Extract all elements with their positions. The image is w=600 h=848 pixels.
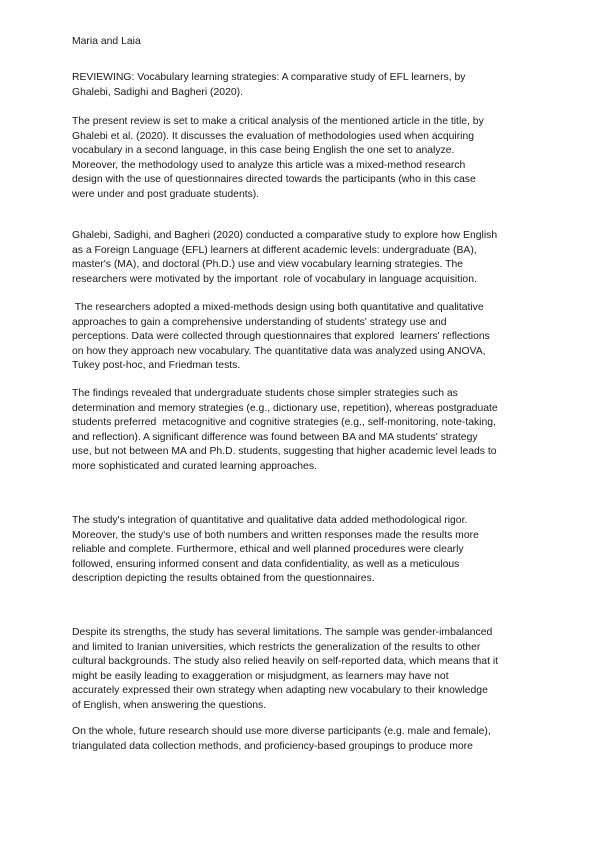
text-line: Ghalebi, Sadighi, and Bagheri (2020) conducted a comparative study to explore how English: [72, 230, 498, 241]
text-line: researchers were motivated by the important role of vocabulary in language acquisition.: [72, 273, 477, 285]
text-line: reliable and complete. Furthermore, ethical and well planned procedures were clearly: [72, 544, 464, 556]
author-text: Maria and Laia: [72, 36, 141, 47]
review-title: [72, 71, 552, 100]
paragraph-future-research: [72, 725, 552, 754]
text-line: The researchers adopted a mixed-methods design using both quantitative and qualitative: [72, 302, 484, 313]
title-line: Ghalebi, Sadighi and Bagheri (2020).: [72, 86, 243, 98]
text-line: might be easily leading to exaggeration or misjudgment, as learners may have not: [72, 670, 449, 682]
text-line: vocabulary in a second language, in this case being English the one set to analyze.: [72, 145, 455, 157]
text-line: description depicting the results obtained from the questionnaires.: [72, 573, 375, 585]
text-line: on how they approach new vocabulary. The quantitative data was analyzed using ANOVA,: [72, 345, 486, 357]
text-line: Moreover, the study's use of both numbers and written responses made the results more: [72, 529, 479, 541]
title-line: REVIEWING: Vocabulary learning strategies: A comparative study of EFL learners, by: [72, 72, 466, 83]
text-line: Despite its strengths, the study has several limitations. The sample was gender-imbalanced: [72, 627, 493, 638]
paragraph-findings: [72, 387, 552, 475]
text-line: determination and memory strategies (e.g., dictionary use, repetition), whereas postgraduate: [72, 402, 498, 414]
paragraph-summary: [72, 229, 552, 287]
text-line: accurately expressed their own strategy when adapting new vocabulary to their knowledge: [72, 685, 488, 697]
text-line: of English, when answering the questions.: [72, 699, 267, 711]
text-line: The present review is set to make a critical analysis of the mentioned article in the title, by: [72, 116, 484, 127]
text-line: triangulated data collection methods, and proficiency-based groupings to produce more: [72, 740, 473, 752]
text-line: followed, ensuring informed consent and data confidentiality, as well as a meticulous: [72, 558, 460, 570]
text-line: as a Foreign Language (EFL) learners at different academic levels: undergraduate (BA),: [72, 244, 477, 256]
text-line: design with the use of questionnaires directed towards the participants (who in this case: [72, 174, 476, 186]
text-line: more sophisticated and curated learning approaches.: [72, 460, 317, 472]
text-line: Tukey post-hoc, and Friedman tests.: [72, 360, 241, 372]
text-line: and limited to Iranian universities, which restricts the generalization of the results to other: [72, 641, 481, 653]
text-line: use, but not between MA and Ph.D. students, suggesting that higher academic level leads to: [72, 446, 497, 458]
text-line: cultural backgrounds. The study also relied heavily on self-reported data, which means that it: [72, 656, 499, 668]
text-line: perceptions. Data were collected through questionnaires that explored learners' reflections: [72, 331, 490, 343]
paragraph-strengths: [72, 514, 552, 587]
text-line: students preferred metacognitive and cognitive strategies (e.g., self-monitoring, note-taking,: [72, 417, 496, 429]
text-line: were under and post graduate students).: [72, 188, 260, 200]
text-line: master's (MA), and doctoral (Ph.D.) use and view vocabulary learning strategies. The: [72, 259, 464, 271]
text-line: On the whole, future research should use more diverse participants (e.g. male and female),: [72, 726, 491, 737]
text-line: and reflection). A significant difference was found between BA and MA students' strategy: [72, 431, 478, 443]
text-line: Ghalebi et al. (2020). It discusses the evaluation of methodologies used when acquiring: [72, 130, 475, 142]
text-line: The findings revealed that undergraduate students chose simpler strategies such as: [72, 388, 458, 399]
paragraph-introduction: [72, 115, 552, 203]
paragraph-methods: [72, 301, 552, 374]
text-line: Moreover, the methodology used to analyze this article was a mixed-method research: [72, 159, 466, 171]
author-line: [72, 35, 552, 50]
paragraph-limitations: [72, 626, 552, 714]
text-line: The study's integration of quantitative and qualitative data added methodological rigor.: [72, 515, 468, 526]
text-line: approaches to gain a comprehensive understanding of students' strategy use and: [72, 316, 447, 328]
